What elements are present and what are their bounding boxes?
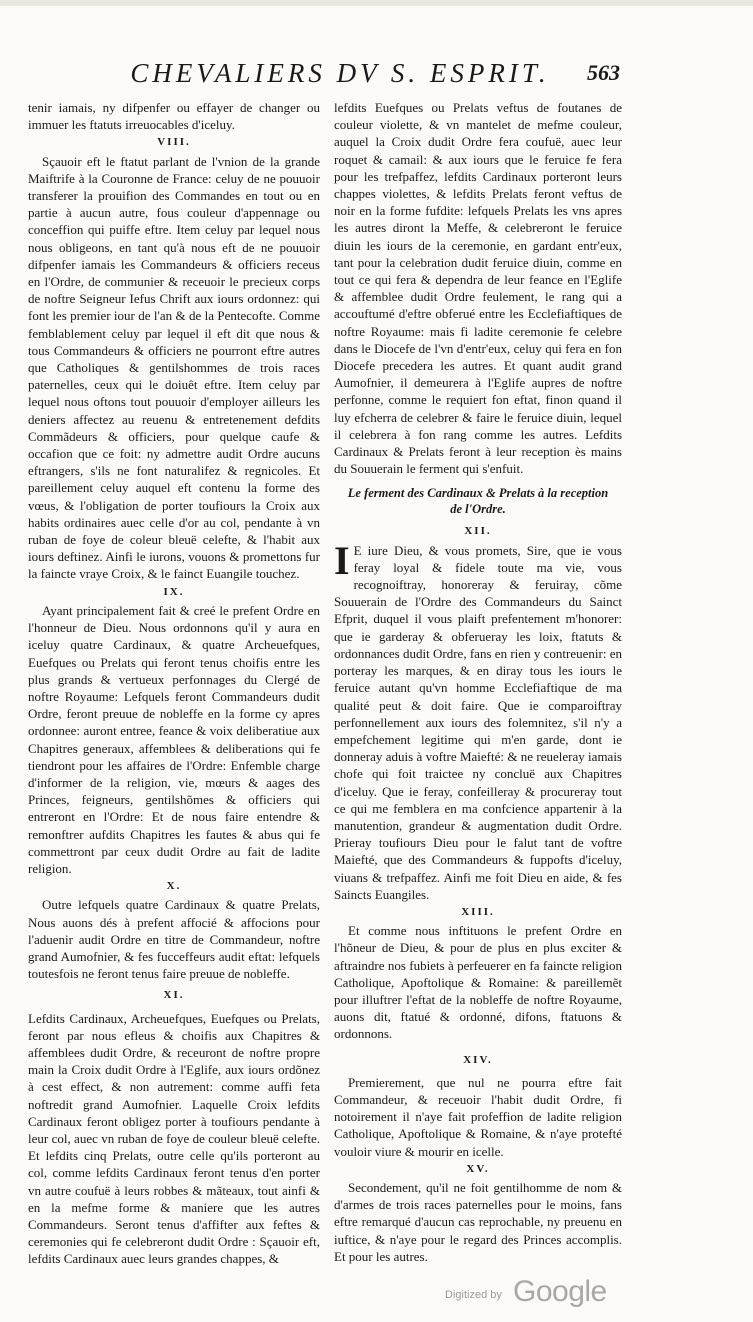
oath-paragraph bbox=[334, 537, 622, 903]
paragraph-article-11: Lefdits Cardinaux, Archeuefques, Euefques ou Prelats, feront par nous efleus & choifis aux Chapitres & affemblees dudit Ordre, & receuront de noftre propre main la Croix dudit Ordre à l'Eglife, aux iours ordõnez à cest effect, & non autrement: comme auffi feta noftredit grand Aumofnier. Laquelle Croix lefdits Cardinaux feront obligez porter à toufiours pendante à leur col, auec vn ruban de foye de couleur bleuë celefte. Et lefdits cinq Prelats, outre celle qu'ils porteront au col, comme lefdits Cardinaux feront tenus d'en porter vn autre coufuë à leurs robbes & mãteaux, tout ainfi & en la mefme forme & maniere que les autres Commandeurs. Seront tenus d'affifter aux feftes & ceremonies qui fe celebreront dudit Ordre : Sçauoir eft, lefdits Cardinaux auec leurs grandes chappes, & bbox=[28, 1010, 320, 1267]
article-number: X. bbox=[166, 880, 182, 893]
paragraph-article-10: Outre lefquels quatre Cardinaux & quatre Prelats, Nous auons dés à prefent affocié & affocions pour l'aduenir audit Ordre en titre de Commandeur, noftre grand Aumofnier, & fes fucceffeurs audit eftat: lefquels toutesfois ne feront tenus faire preuue de nobleffe. bbox=[28, 897, 320, 982]
running-head bbox=[0, 58, 753, 98]
article-number: XIII. bbox=[461, 905, 495, 918]
article-number: XV. bbox=[466, 1162, 490, 1175]
article-number: VIII. bbox=[157, 136, 191, 149]
left-column bbox=[28, 99, 320, 1268]
paragraph-article-8: Sçauoir eft le ftatut parlant de l'vnion de la grande Maiftrife à la Couronne de France: celuy de ne pouuoir transferer la prouifion des Commandes en tout ou en partie à aucun autre, fous couleur d'appennage ou conceffion qui puiffe eftre. Item celuy par lequel nous nous obligeons, en tant qu'à nous eft de ne pouuoir difpenfer iamais les Commandeurs & officiers receus en l'Ordre, de communier & receuoir le precieux corps de noftre Seigneur Iefus Chrift aux iours ordonnez: qui font les premier iour de l'an & de la Pentecofte. Comme femblablement celuy par lequel il eft dit que nous & tous Commandeurs & officiers ne pourront eftre autres que Catholiques & gentilshommes de trois races paternelles, ceux qui le doiuêt eftre. Item celuy par lequel nous oftons tout pouuoir d'employer ailleurs les deniers affectez au reuenu & entretenement defdits Commãdeurs & officiers, pour quelque caufe & occafion que ce foit: ny admettre audit Ordre aucuns eftrangers, s'ils ne font naturalifez & regnicoles. Et pareillement celuy auquel eft contenu la forme des vœus, & l'obligation de porter toufiours la Croix aux habits ordinaires auec celle d'or au col, pendante à vn ruban de foye de coleur bleuë celefte, & l'habit aux iours deftinez. Ainfi le iurons, vouons & promettons fur la faincte vraye Croix, & le fainct Euangile touchez. bbox=[28, 153, 320, 582]
paragraph-article-15: Secondement, qu'il ne foit gentilhomme de nom & d'armes de trois races paternelles pour le moins, fans eftre remarqué d'aucun cas reprochable, ny preuenu en iuftice, & n'aye pour le regard des Princes accomplis. Et pour les autres. bbox=[334, 1179, 622, 1264]
drop-cap: I bbox=[334, 537, 350, 583]
digitized-watermark bbox=[445, 1275, 645, 1315]
article-number: XIV. bbox=[463, 1053, 493, 1066]
page-number: 563 bbox=[587, 60, 620, 85]
article-number: XI. bbox=[163, 989, 185, 1002]
paragraph-article-13: Et comme nous inftituons le prefent Ordre en l'hõneur de Dieu, & pour de plus en plus exciter & aftraindre nos fubiets à perfeuerer en fa faincte religion Catholique, Apoftolique & Romaine: & pareillemẽt pour illuftrer l'eftat de la nobleffe de noftre Royaume, auons dit, ftatué & ordonné, difons, ftatuons & ordonnons. bbox=[334, 923, 622, 1042]
paragraph-article-11-cont: lefdits Euefques ou Prelats veftus de foutanes de couleur violette, & vn mantelet de mefme couleur, auquel la Croix dudit Ordre fera coufuë, auec leur roquet & camail: & aux iours que le feruice fe fera pour les trefpaffez, lefdits Cardinaux porteront leurs chappes violettes, & lefdits Prelats feront veftus de noir en la forme fufdite: lefquels Prelats les vns apres les autres diront la Meffe, & celebreront le feruice diuin les iours de la ceremonie, en gardant entr'eux, tant pour la celebration dudit feruice diuin, comme en tout ce qui fera & dependra de leur feance en l'Eglife & affemblee dudit Ordre feulement, le rang qui a accouftumé d'eftre obferué entre les Ecclefiaftiques de noftre Royaume: mais fi ladite ceremonie fe celebre dans le Diocefe de l'vn d'entr'eux, celuy qui fera en fon Diocefe precedera les autres. Et quant audit grand Aumofnier, il demeurera à l'Eglife aupres de noftre perfonne, comme le requiert fon eftat, finon quand il luy efcherra de celebrer & faire le feruice diuin, lequel il celebrera à fon rang comme les autres. Lefdits Cardinaux & Prelats feront à leur reception ès mains du Souuerain le ferment qui s'enfuit. bbox=[334, 100, 622, 477]
right-column bbox=[334, 99, 622, 1265]
oath-heading: Le ferment des Cardinaux & Prelats à la reception de l'Ordre. bbox=[347, 486, 609, 517]
digitized-by-text: Digitized by bbox=[445, 1289, 502, 1301]
paragraph-article-9: Ayant principalement fait & creé le prefent Ordre en l'honneur de Dieu. Nous ordonnons qu'il y aura en iceluy quatre Cardinaux, & quatre Archeuefques, Euefques ou Prelats qui feront tenus choifis entre les plus grands & vertueux perfonnages du Clergé de noftre Royaume: Lefquels feront Commandeurs dudit Ordre, feront preuue de nobleffe en la forme cy apres ordonnee: auront entree, feance & voix deliberatiue aux Chapitres generaux, affemblees & deliberations qui fe tiendront pour les affaires de l'Ordre: Enfemble charge d'informer de la religion, vie, mœurs & aages des Princes, feigneurs, gentilshõmes & officiers qui entreront en l'Ordre: Et de nous faire entendre & remonftrer aufdits Chapitres les fautes & abus qui fe commettront par ceux dudit Ordre au fait de ladite religion. bbox=[28, 602, 320, 876]
google-logo: Google bbox=[513, 1275, 607, 1308]
paragraph-cont: tenir iamais, ny difpenfer ou effayer de changer ou immuer les ftatuts irreuocables d'iceluy. bbox=[28, 100, 320, 133]
paragraph-article-14: Premierement, que nul ne pourra eftre fait Commandeur, & receuoir l'habit dudit Ordre, fi notoirement il n'aye fait profeffion de ladite religion Catholique, Apoftolique & Romaine, & n'aye protefté vouloir viure & mourir en icelle. bbox=[334, 1074, 622, 1159]
article-number: IX. bbox=[163, 585, 185, 598]
page-top-edge bbox=[0, 0, 753, 6]
article-number: XII. bbox=[464, 525, 492, 538]
paragraph-article-12: E iure Dieu, & vous promets, Sire, que ie vous feray loyal & fidele toute ma vie, vous recognoiftray, honoreray & feruiray, cõme Souuerain de l'Ordre des Commandeurs du Sainct Efprit, duquel il vous plaift prefentement m'honorer: que ie garderay & obferueray les loix, ftatuts & ordonnances dudit Ordre, fans en rien y contreuenir: en porteray les marques, & en diray tous les iours le feruice autant qu'vn homme Ecclefiaftique de ma qualité peut & doit faire. Que ie comparoiftray perfonnellement aux iours des folemnitez, s'il n'y a empefchement legitime qui m'en garde, dont ie donneray aduis à voftre Maiefté: & ne reueleray iamais chofe qui foit traictee ny concluë aux Chapitres d'iceluy. Que ie feray, confeilleray & procureray tout ce qui me femblera en ma confcience appartenir à la manutention, grandeur & augmentation dudit Ordre. Prieray toufiours Dieu pour le falut tant de voftre Maiefté, que des Commandeurs & fuppofts d'iceluy, viuans & trefpaffez. Ainfi me foit Dieu en aide, & fes Saincts Euangiles. bbox=[334, 542, 622, 902]
page-title: CHEVALIERS DV S. ESPRIT. bbox=[130, 58, 550, 88]
